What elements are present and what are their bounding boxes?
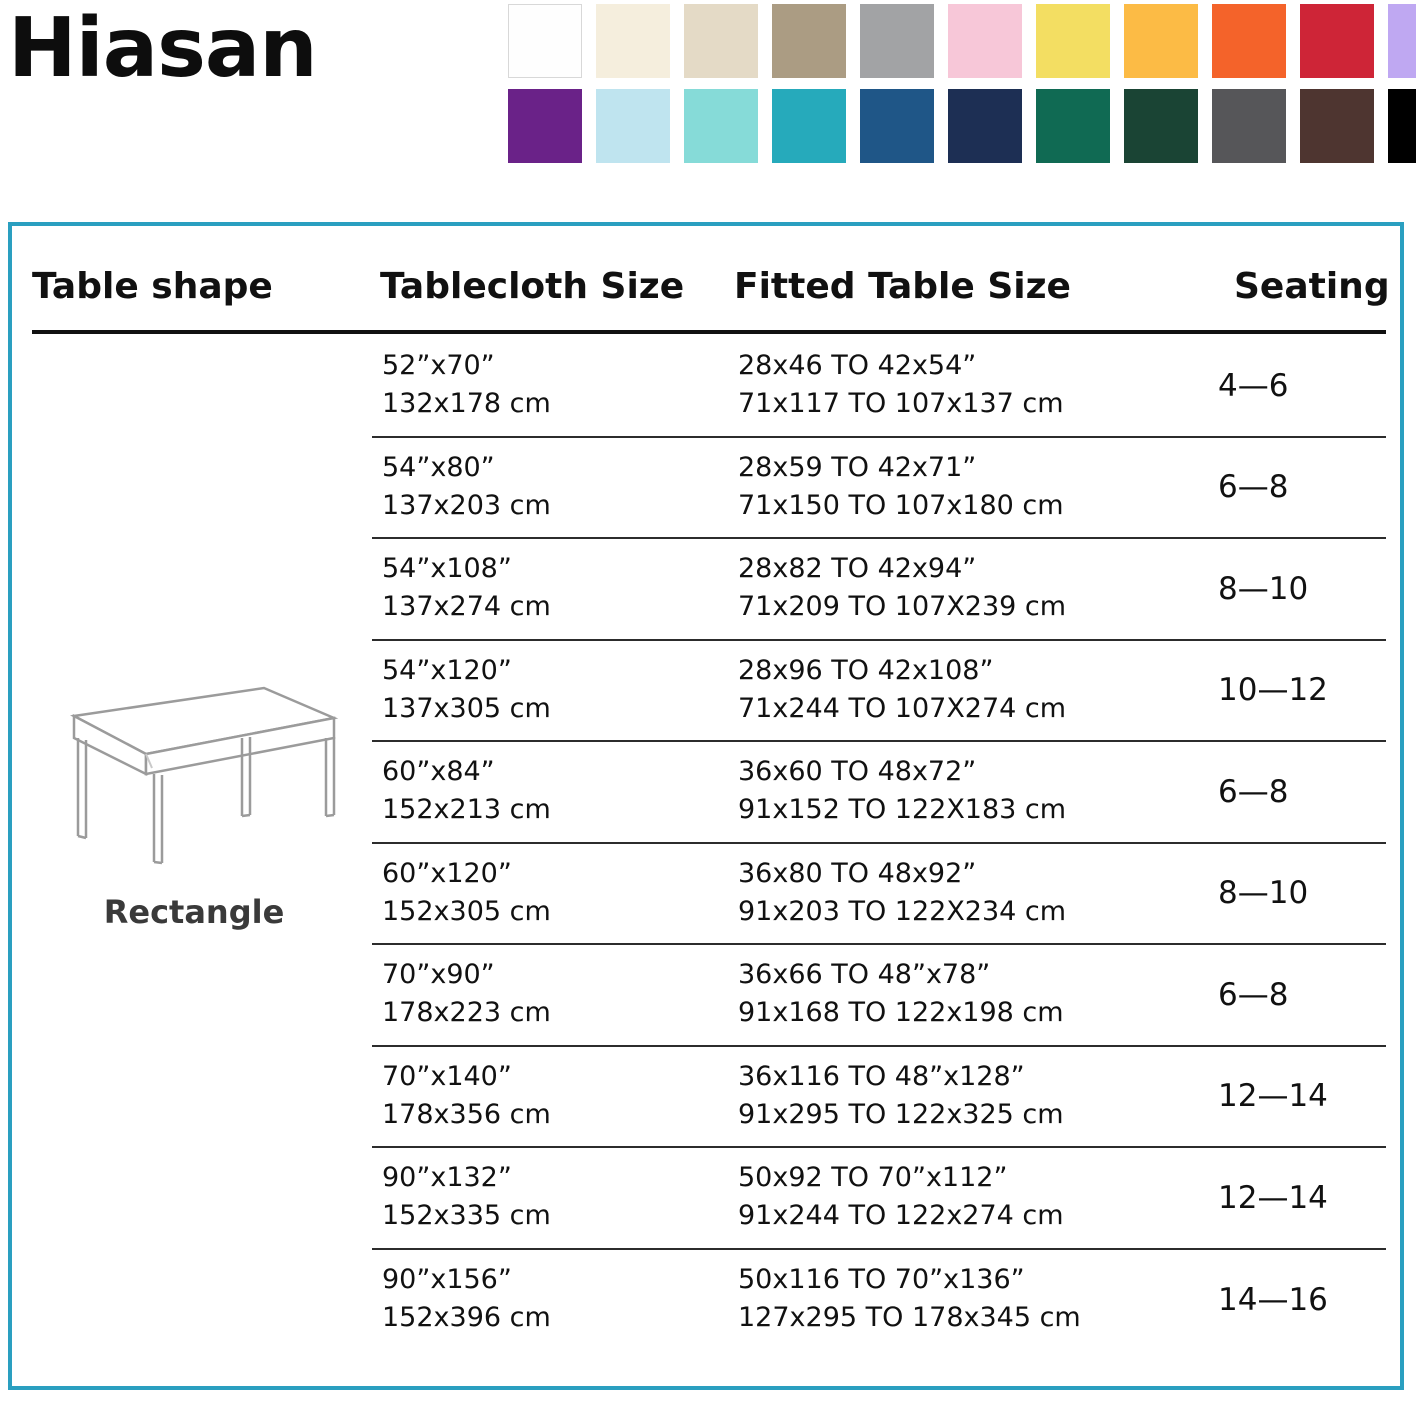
fitted-size-inches: 28x82 TO 42x94” (738, 553, 977, 584)
rectangle-table-icon (34, 676, 354, 876)
fitted-size-cm: 71x117 TO 107x137 cm (738, 388, 1064, 420)
cell-tablecloth-size (382, 1159, 551, 1236)
tablecloth-size-inches: 90”x156” (382, 1263, 512, 1295)
tablecloth-size-cm: 137x203 cm (382, 489, 551, 521)
tablecloth-size-inches: 60”x84” (382, 756, 495, 787)
cell-fitted-table-size (738, 550, 1066, 627)
tablecloth-size-inches: 70”x140” (382, 1060, 512, 1092)
tablecloth-size-cm: 132x178 cm (382, 388, 551, 420)
cell-seating: 8—10 (1218, 570, 1309, 607)
color-swatch-charcoal-gray (1212, 89, 1286, 163)
cell-fitted-table-size (738, 652, 1066, 729)
cell-seating: 14—16 (1218, 1282, 1328, 1319)
cell-fitted-table-size (738, 1159, 1064, 1236)
brand-logo: Hiasan (8, 1, 317, 96)
tablecloth-size-inches: 54”x108” (382, 553, 512, 584)
cell-tablecloth-size (382, 550, 551, 627)
tablecloth-size-inches: 52”x70” (382, 350, 495, 381)
color-swatch-brown (1300, 89, 1374, 163)
cell-fitted-table-size (738, 347, 1064, 424)
color-swatch-navy (948, 89, 1022, 163)
color-swatch-purple (508, 89, 582, 163)
fitted-size-cm: 91x168 TO 122x198 cm (738, 997, 1064, 1029)
color-swatch-aqua (684, 89, 758, 163)
color-swatch-gold (1124, 4, 1198, 78)
column-header-tablecloth-size: Tablecloth Size (380, 266, 685, 307)
fitted-size-inches: 36x66 TO 48”x78” (738, 959, 991, 990)
table-shape-column (26, 676, 362, 931)
color-swatch-row-1 (508, 4, 1416, 78)
tablecloth-size-cm: 178x223 cm (382, 997, 551, 1029)
color-swatch-gray (860, 4, 934, 78)
tablecloth-size-cm: 152x396 cm (382, 1301, 551, 1333)
cell-fitted-table-size (738, 449, 1064, 526)
tablecloth-size-inches: 60”x120” (382, 857, 512, 889)
cell-seating: 6—8 (1218, 773, 1289, 810)
fitted-size-cm: 71x209 TO 107X239 cm (738, 591, 1067, 623)
color-swatch-denim-blue (860, 89, 934, 163)
tablecloth-size-inches: 70”x90” (382, 959, 495, 990)
table-row (372, 539, 1386, 641)
fitted-size-cm: 71x150 TO 107x180 cm (738, 489, 1064, 521)
cell-tablecloth-size (382, 1261, 551, 1338)
cell-seating: 12—14 (1218, 1179, 1328, 1216)
color-swatch-orange (1212, 4, 1286, 78)
tablecloth-size-cm: 152x305 cm (382, 895, 551, 927)
cell-fitted-table-size (738, 753, 1066, 830)
color-swatch-pink (948, 4, 1022, 78)
cell-tablecloth-size (382, 347, 551, 424)
cell-seating: 4—6 (1218, 367, 1289, 404)
cell-tablecloth-size (382, 449, 551, 526)
fitted-size-inches: 50x116 TO 70”x136” (738, 1263, 1025, 1295)
fitted-size-inches: 28x46 TO 42x54” (738, 350, 977, 381)
color-swatch-palette (508, 4, 1416, 174)
color-swatch-teal (772, 89, 846, 163)
color-swatch-row-2 (508, 89, 1416, 163)
fitted-size-cm: 91x244 TO 122x274 cm (738, 1200, 1064, 1232)
tablecloth-size-cm: 137x274 cm (382, 591, 551, 623)
cell-tablecloth-size (382, 753, 551, 830)
cell-tablecloth-size (382, 652, 551, 729)
table-row (372, 1148, 1386, 1250)
color-swatch-dark-green (1124, 89, 1198, 163)
cell-seating: 10—12 (1218, 672, 1328, 709)
fitted-size-cm: 91x295 TO 122x325 cm (738, 1098, 1064, 1130)
column-header-seating: Seating (1234, 266, 1390, 307)
color-swatch-red (1300, 4, 1374, 78)
header-divider (32, 330, 1386, 334)
table-header-row (12, 266, 1400, 326)
cell-fitted-table-size (738, 956, 1064, 1033)
tablecloth-size-cm: 178x356 cm (382, 1098, 551, 1130)
color-swatch-black (1388, 89, 1416, 163)
color-swatch-taupe (772, 4, 846, 78)
fitted-size-cm: 71x244 TO 107X274 cm (738, 692, 1067, 724)
column-header-table-shape: Table shape (32, 266, 273, 307)
fitted-size-inches: 36x80 TO 48x92” (738, 857, 977, 889)
tablecloth-size-cm: 152x335 cm (382, 1200, 551, 1232)
fitted-size-inches: 28x96 TO 42x108” (738, 654, 994, 686)
cell-fitted-table-size (738, 855, 1066, 932)
cell-seating: 6—8 (1218, 976, 1289, 1013)
color-swatch-yellow (1036, 4, 1110, 78)
table-row (372, 844, 1386, 946)
table-row (372, 945, 1386, 1047)
cell-seating: 6—8 (1218, 469, 1289, 506)
header (0, 0, 1416, 200)
tablecloth-size-inches: 90”x132” (382, 1162, 512, 1193)
column-header-fitted-table-size: Fitted Table Size (734, 266, 1071, 307)
fitted-size-inches: 36x116 TO 48”x128” (738, 1060, 1025, 1092)
cell-fitted-table-size (738, 1058, 1064, 1135)
table-row (372, 438, 1386, 540)
color-swatch-light-blue (596, 89, 670, 163)
color-swatch-ivory (596, 4, 670, 78)
size-rows (372, 336, 1386, 1386)
color-swatch-beige (684, 4, 758, 78)
table-row (372, 641, 1386, 743)
color-swatch-emerald-green (1036, 89, 1110, 163)
fitted-size-inches: 36x60 TO 48x72” (738, 756, 977, 787)
table-shape-label: Rectangle (103, 893, 285, 931)
cell-tablecloth-size (382, 855, 551, 932)
tablecloth-size-inches: 54”x80” (382, 451, 495, 483)
fitted-size-cm: 91x203 TO 122X234 cm (738, 895, 1067, 927)
cell-seating: 8—10 (1218, 875, 1309, 912)
table-row (372, 742, 1386, 844)
cell-tablecloth-size (382, 1058, 551, 1135)
table-row (372, 1047, 1386, 1149)
fitted-size-cm: 91x152 TO 122X183 cm (738, 794, 1067, 826)
fitted-size-inches: 50x92 TO 70”x112” (738, 1162, 1008, 1193)
tablecloth-size-cm: 152x213 cm (382, 794, 551, 826)
cell-fitted-table-size (738, 1261, 1081, 1338)
color-swatch-lavender (1388, 4, 1416, 78)
tablecloth-size-cm: 137x305 cm (382, 692, 551, 724)
fitted-size-cm: 127x295 TO 178x345 cm (738, 1301, 1081, 1333)
cell-tablecloth-size (382, 956, 551, 1033)
color-swatch-white (508, 4, 582, 78)
tablecloth-size-inches: 54”x120” (382, 654, 512, 686)
table-row (372, 1250, 1386, 1352)
size-chart-frame (8, 222, 1404, 1390)
table-row (372, 336, 1386, 438)
cell-seating: 12—14 (1218, 1078, 1328, 1115)
fitted-size-inches: 28x59 TO 42x71” (738, 451, 977, 483)
